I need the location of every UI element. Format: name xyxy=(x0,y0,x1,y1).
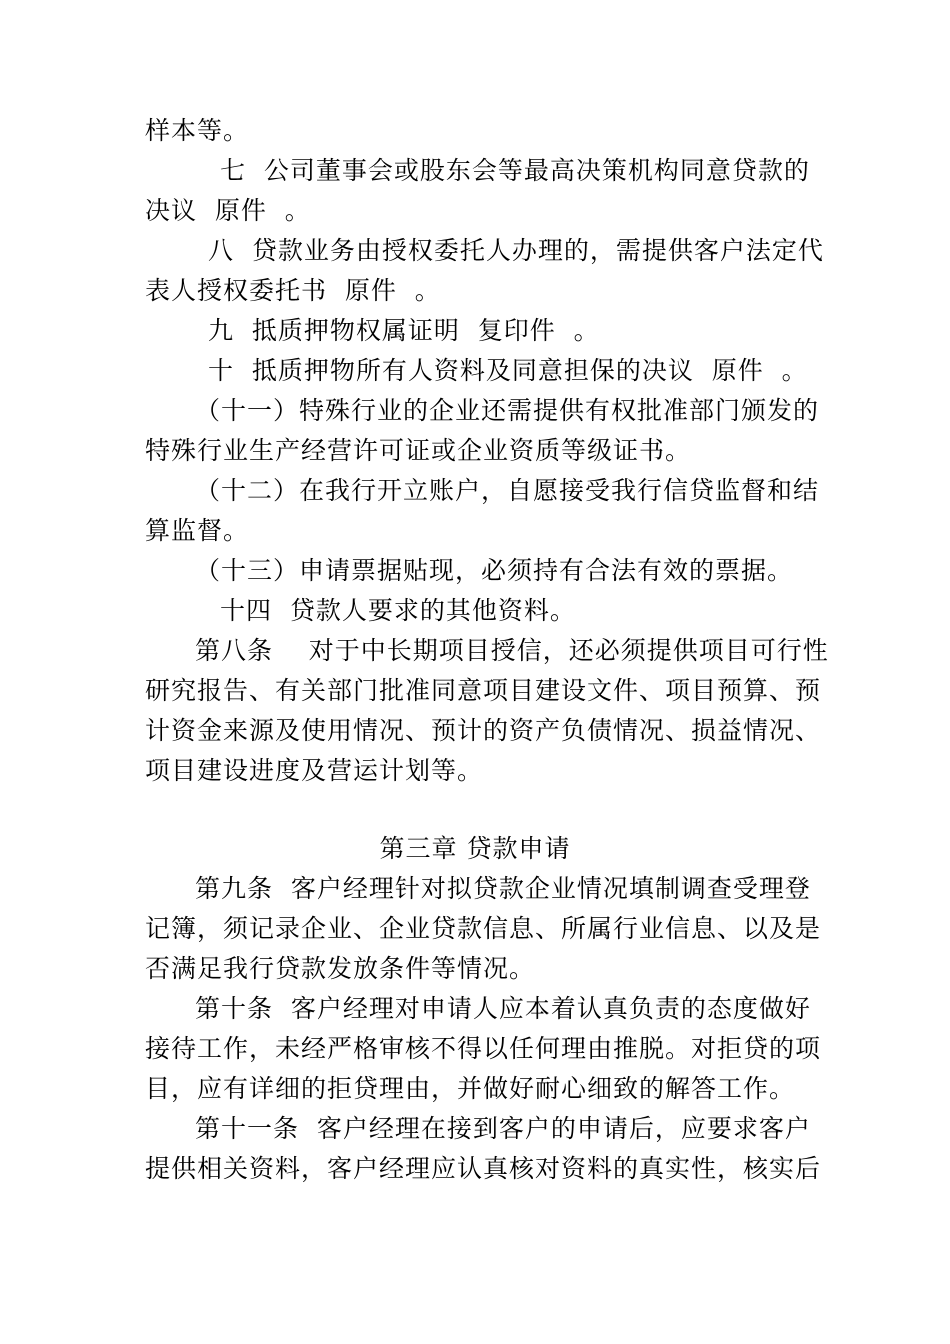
text-line: 接待工作，未经严格审核不得以任何理由推脱。对拒贷的项 xyxy=(145,1034,822,1063)
text-line: 决议 原件 。 xyxy=(145,196,311,225)
text-line: （十三）申请票据贴现，必须持有合法有效的票据。 xyxy=(195,556,794,585)
text-line: 第八条 对于中长期项目授信，还必须提供项目可行性 xyxy=(195,636,829,665)
text-line: 目，应有详细的拒贷理由，并做好耐心细致的解答工作。 xyxy=(145,1074,796,1103)
text-line: （十一）特殊行业的企业还需提供有权批准部门颁发的 xyxy=(195,396,820,425)
text-line: 计资金来源及使用情况、预计的资产负债情况、损益情况、 xyxy=(145,716,822,745)
text-line: 第九条 客户经理针对拟贷款企业情况填制调查受理登 xyxy=(195,874,811,903)
text-line: 项目建设进度及营运计划等。 xyxy=(145,756,484,785)
text-line: 十四 贷款人要求的其他资料。 xyxy=(220,596,576,625)
text-line: 九 抵质押物权属证明 复印件 。 xyxy=(208,316,600,345)
text-line: 记簿，须记录企业、企业贷款信息、所属行业信息、以及是 xyxy=(145,914,822,943)
text-line: 第十条 客户经理对申请人应本着认真负责的态度做好 xyxy=(195,994,811,1023)
text-line: 第十一条 客户经理在接到客户的申请后，应要求客户 xyxy=(195,1114,811,1143)
text-line: 提供相关资料，客户经理应认真核对资料的真实性，核实后 xyxy=(145,1154,822,1183)
text-line: 算监督。 xyxy=(145,516,250,545)
text-line: 七 公司董事会或股东会等最高决策机构同意贷款的 xyxy=(220,156,810,185)
text-line: 研究报告、有关部门批准同意项目建设文件、项目预算、预 xyxy=(145,676,822,705)
text-line: 表人授权委托书 原件 。 xyxy=(145,276,441,305)
text-line: 特殊行业生产经营许可证或企业资质等级证书。 xyxy=(145,436,692,465)
text-line: 样本等。 xyxy=(145,116,250,145)
text-line: （十二）在我行开立账户，自愿接受我行信贷监督和结 xyxy=(195,476,820,505)
chapter-heading: 第三章 贷款申请 xyxy=(379,834,571,863)
text-line: 否满足我行贷款发放条件等情况。 xyxy=(145,954,536,983)
text-line: 十 抵质押物所有人资料及同意担保的决议 原件 。 xyxy=(208,356,808,385)
text-line: 八 贷款业务由授权委托人办理的，需提供客户法定代 xyxy=(208,236,824,265)
